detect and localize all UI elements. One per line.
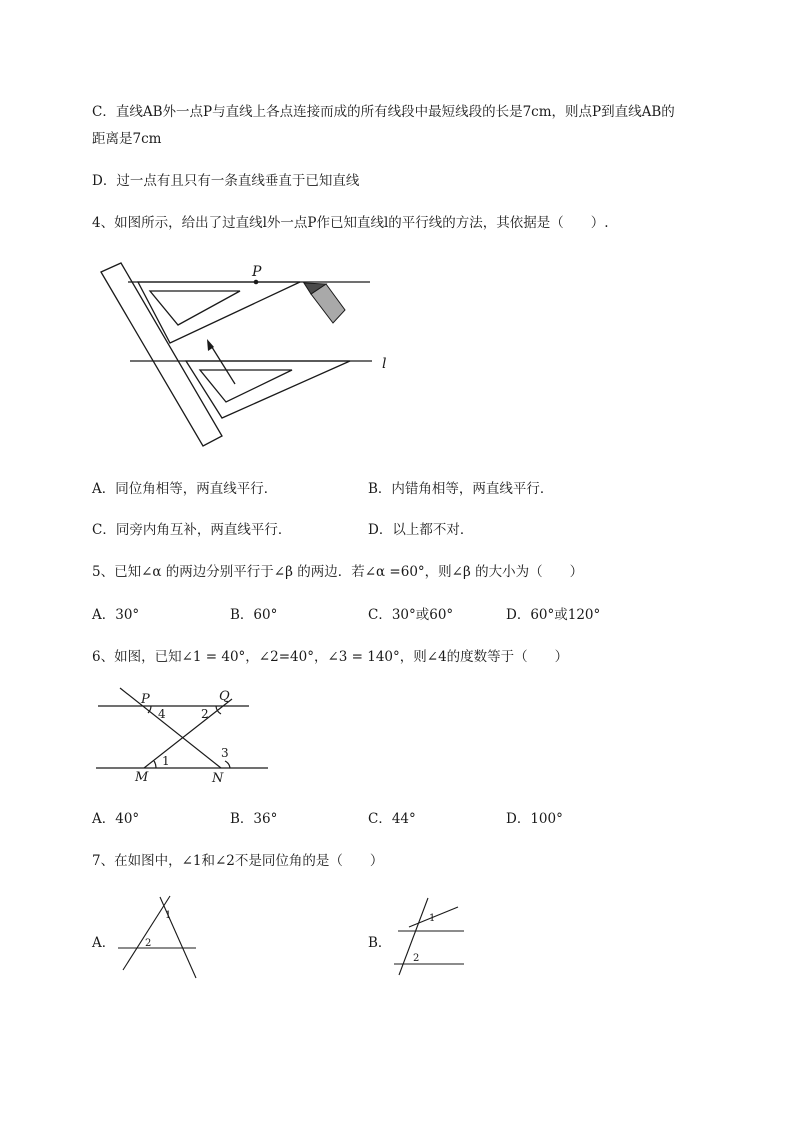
transversal-pn (120, 688, 221, 768)
q4-option-a: A．同位角相等，两直线平行． (92, 481, 278, 497)
q5-option-b: B．60° (230, 607, 278, 623)
label-angle-3: 3 (221, 746, 229, 760)
point-p-dot (254, 280, 259, 285)
pencil-body (311, 284, 345, 323)
lower-triangle (186, 361, 350, 418)
q5-option-a: A．30° (92, 607, 140, 623)
label-m6: M (135, 770, 149, 785)
label-angle-4: 4 (158, 707, 166, 721)
q6-stem: 6、如图，已知∠1 = 40°，∠2=40°，∠3 = 140°，则∠4的度数等于（ ） (92, 649, 569, 665)
label-n6: N (212, 771, 224, 786)
q5-option-c: C．30°或60° (368, 607, 454, 623)
q7b-label-1: 1 (429, 913, 436, 924)
q3-option-c-line1: C．直线AB外一点P与直线上各点连接而成的所有线段中最短线段的长是7cm，则点P到直线AB的 (92, 104, 675, 120)
q4-option-c: C．同旁内角互补，两直线平行． (92, 522, 292, 538)
q3-option-d: D．过一点有且只有一条直线垂直于已知直线 (92, 173, 360, 189)
q7-option-a-label: A． (92, 935, 116, 951)
q7a-label-2: 2 (145, 938, 152, 949)
q5-stem: 5、已知∠α 的两边分别平行于∠β 的两边．若∠α =60°，则∠β 的大小为（ ） (92, 564, 584, 580)
q7b-label-2: 2 (413, 953, 420, 964)
arc-2 (216, 706, 221, 714)
q7a-label-1: 1 (165, 910, 172, 921)
q7-option-b-label: B． (368, 935, 392, 951)
q5-option-d: D．60°或120° (506, 607, 601, 623)
q6-option-c: C．44° (368, 811, 416, 827)
q4-option-d: D．以上都不对． (368, 522, 474, 538)
transversal-qm (144, 699, 232, 768)
arrow-head (207, 339, 214, 351)
q6-option-a: A．40° (92, 811, 140, 827)
label-p6: P (141, 692, 150, 707)
q6-option-b: B．36° (230, 811, 278, 827)
label-angle-1: 1 (162, 754, 170, 768)
label-angle-2: 2 (201, 707, 209, 721)
upper-triangle (138, 282, 300, 343)
label-l: l (382, 356, 387, 372)
upper-triangle-inner (150, 291, 240, 325)
q4-option-b: B．内错角相等，两直线平行． (368, 481, 554, 497)
q6-option-d: D．100° (506, 811, 563, 827)
q7-stem: 7、在如图中，∠1和∠2不是同位角的是（ ） (92, 853, 384, 869)
ruler-shape (101, 263, 222, 446)
arrow-shaft (210, 344, 235, 384)
arc-4 (148, 706, 151, 713)
lower-triangle-inner (200, 370, 292, 402)
q4-stem: 4、如图所示，给出了过直线l外一点P作已知直线l的平行线的方法，其依据是（ ）. (92, 215, 609, 231)
arc-1 (154, 761, 156, 768)
label-q6: Q (219, 689, 230, 704)
label-p: P (252, 264, 262, 280)
q3-option-c-line2: 距离是7cm (92, 131, 162, 147)
pencil-tip (304, 283, 326, 294)
arc-3 (225, 761, 230, 768)
